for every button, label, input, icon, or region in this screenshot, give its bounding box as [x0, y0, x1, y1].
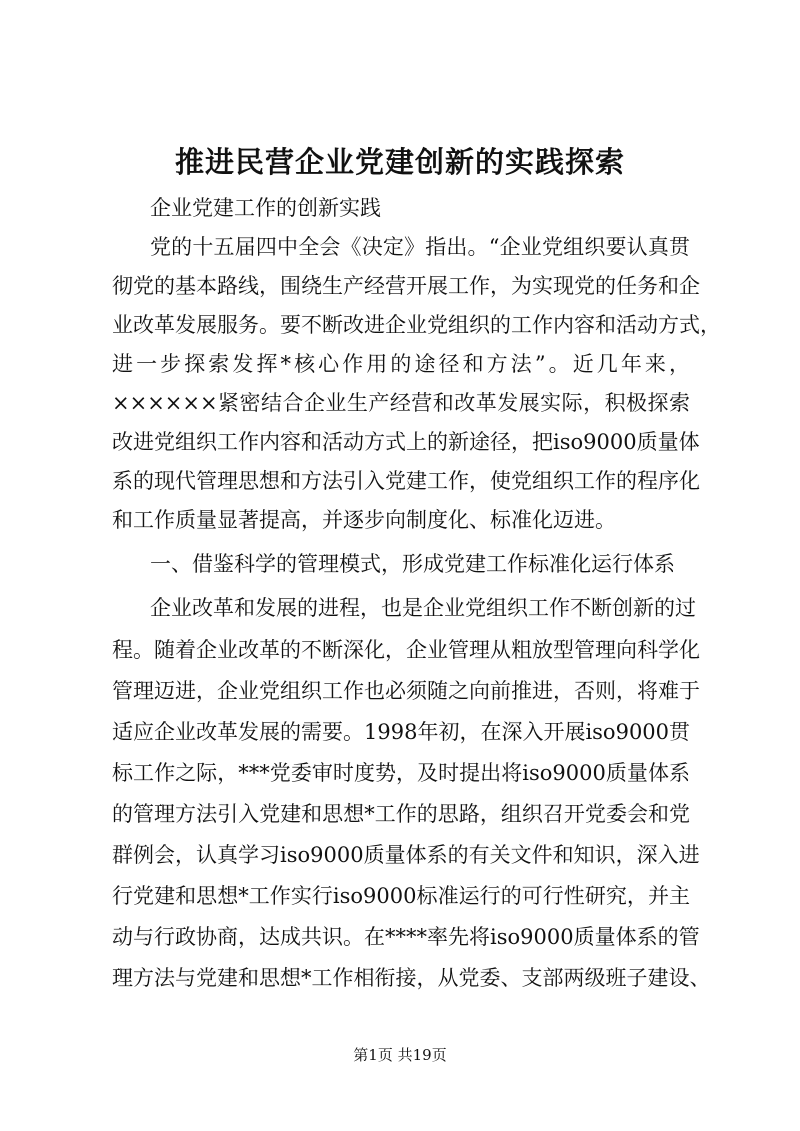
text-line: 系的现代管理思想和方法引入党建工作，使党组织工作的程序化 — [112, 469, 700, 493]
section-heading: 一、借鉴科学的管理模式，形成党建工作标准化运行体系 — [150, 552, 675, 576]
text-line: 企业改革和发展的进程，也是企业党组织工作不断创新的过 — [150, 596, 696, 620]
text-line: 适应企业改革发展的需要。1998年初，在深入开展iso9000贯 — [112, 720, 691, 744]
text-line: 标工作之际，***党委审时度势，及时提出将iso9000质量体系 — [112, 761, 690, 785]
section-heading: 企业党建工作的创新实践 — [150, 196, 381, 220]
text-line: ××××××紧密结合企业生产经营和改革发展实际，积极探索 — [112, 391, 690, 415]
text-line: 彻党的基本路线，围绕生产经营开展工作，为实现党的任务和企 — [112, 274, 700, 298]
text-line: 动与行政协商，达成共识。在****率先将iso9000质量体系的管 — [112, 925, 700, 949]
text-line: 党的十五届四中全会《决定》指出。“企业党组织要认真贯 — [150, 235, 690, 259]
text-line: 行党建和思想*工作实行iso9000标准运行的可行性研究，并主 — [112, 884, 690, 908]
text-line: 改进党组织工作内容和活动方式上的新途径，把iso9000质量体 — [112, 430, 700, 454]
document-title: 推进民营企业党建创新的实践探索 — [174, 145, 625, 179]
text-line: 管理迈进，企业党组织工作也必须随之向前推进，否则，将难于 — [112, 679, 700, 703]
text-line: 业改革发展服务。要不断改进企业党组织的工作内容和活动方式， — [112, 313, 721, 337]
page-indicator: 第1页 共19页 — [353, 1046, 447, 1064]
text-line: 进一步探索发挥*核心作用的途径和方法”。近几年来， — [112, 352, 690, 376]
text-line: 群例会，认真学习iso9000质量体系的有关文件和知识，深入进 — [112, 843, 700, 867]
text-line: 的管理方法引入党建和思想*工作的思路，组织召开党委会和党 — [112, 802, 690, 826]
text-line: 程。随着企业改革的不断深化，企业管理从粗放型管理向科学化 — [112, 638, 700, 662]
text-line: 和工作质量显著提高，并逐步向制度化、标准化迈进。 — [112, 508, 616, 532]
text-line: 理方法与党建和思想*工作相衔接，从党委、支部两级班子建设、 — [112, 966, 711, 990]
